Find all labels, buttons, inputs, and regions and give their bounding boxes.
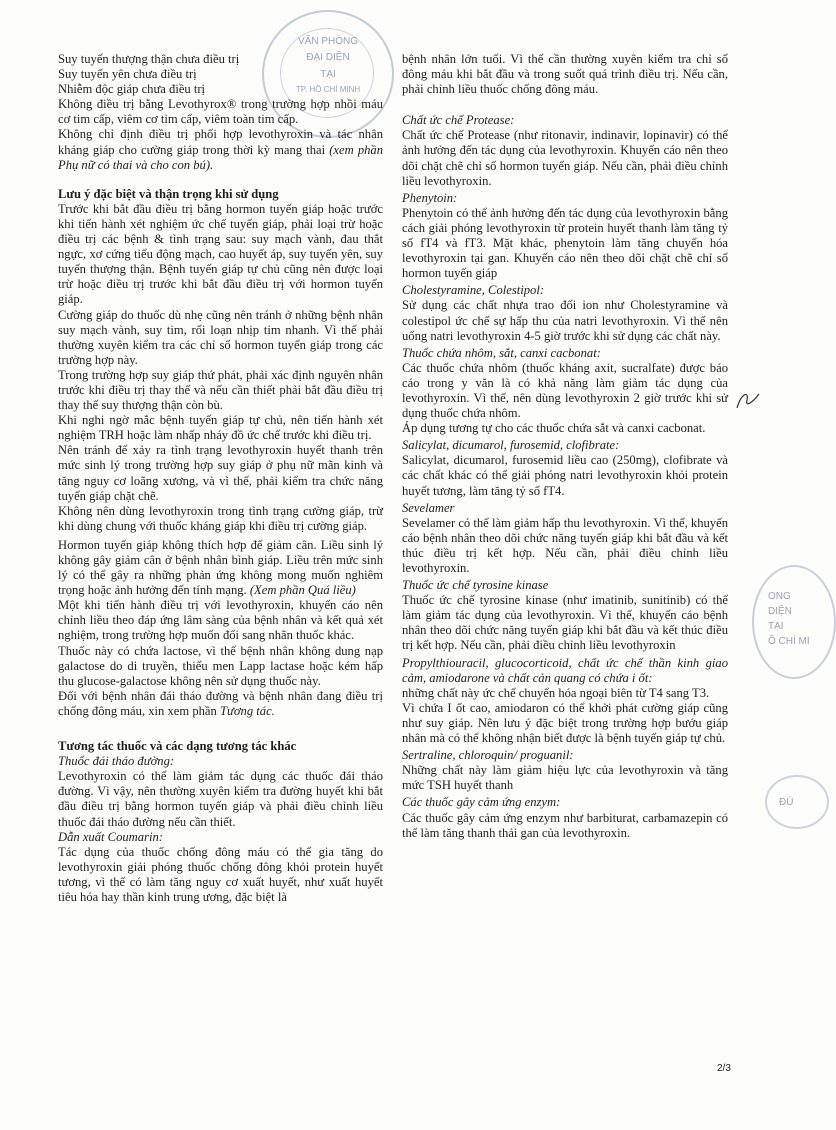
paragraph: Thuốc ức chế tyrosine kinase (như imatinib, sunitinib) có thể làm giảm tác dụng của levothyroxin. Vì thế, khuyến cáo bệnh nhân theo dõi chức năng tuyến giáp khi bắt đầu và kết thúc điều trị kết hợp. Nếu cần, phải điều chỉnh liều levothyroxin [402,593,728,653]
side-stamp-text: ONG [768,591,791,602]
paragraph: bệnh nhân lớn tuổi. Vì thế cần thường xuyên kiểm tra chỉ số đông máu khi bắt đầu và trong suốt quá trình điều trị. Nếu cần, phải chỉnh liều thuốc chống đông máu. [402,52,728,97]
paragraph: Salicylat, dicumarol, furosemid liều cao (250mg), clofibrate và các chất khác có thể giải phóng natri levothyroxin khỏi protein huyết tương, làm tăng tỷ số fT4. [402,453,728,498]
paragraph: Không nên dùng levothyroxin trong tình trạng cường giáp, trừ khi dùng chung với thuốc kháng giáp khi điều trị cường giáp. [58,503,383,533]
paragraph: Thuốc này có chứa lactose, vì thế bệnh nhân không dung nạp galactose do di truyền, thiếu men Lapp lactase hoặc kém hấp thu glucose-galactose không nên sử dụng thuốc này. [58,643,383,688]
subheading: Thuốc ức chế tyrosine kinase [402,578,549,593]
paragraph [58,538,383,598]
paragraph: Trước khi bắt đầu điều trị bằng hormon tuyến giáp hoặc trước khi tiến hành xét nghiệm ức chế tuyến giáp, phải loại trừ hoặc điều trị các bệnh & tình trạng sau: suy mạch vành, đau thắt ngực, xơ cứng tiểu động mạch, cao huyết áp, suy tuyến yên, suy tuyến thượng thận. Bệnh tuyến giáp tự chủ cũng nên được loại trừ hoặc điều trị trước khi bắt đầu điều trị với hormon tuyến giáp. [58,201,383,307]
interactions-heading: Tương tác thuốc và các dạng tương tác khác [58,739,297,754]
paragraph: những chất này ức chế chuyển hóa ngoại biên từ T4 sang T3. [402,685,710,700]
paragraph: Áp dụng tương tự cho các thuốc chứa sắt và canxi cacbonat. [402,421,706,436]
subheading: Sevelamer [402,500,455,515]
intro-line: Suy tuyến yên chưa điều trị [58,67,197,82]
subheading: Cholestyramine, Colestipol: [402,283,545,298]
paragraph: Những chất này làm giảm hiệu lực của levothyroxin và tăng mức TSH huyết thanh [402,763,728,793]
stamp-line: TẠI [320,69,336,80]
left-column [58,52,383,905]
subheading: Thuốc đái tháo đường: [58,754,175,769]
side-stamp [752,565,836,679]
paragraph: Sevelamer có thể làm giảm hấp thu levothyroxin. Vì thế, khuyến cáo bệnh nhân theo dõi chức năng tuyến giáp khi bắt đầu và kết thúc điều trị kết hợp. Nếu cần, phải điều chỉnh liều levothyroxin. [402,515,728,575]
paragraph: Chất ức chế Protease (như ritonavir, indinavir, lopinavir) có thể ảnh hưởng đến tác dụng của levothyroxin. Khuyến cáo nên theo dõi chặt chẽ chỉ số hormon tuyến giáp. Nếu cần, phải điều chỉnh liều levothyroxin. [402,128,728,188]
stamp-line: TP. HỒ CHÍ MINH [295,85,361,94]
subheading: Thuốc chứa nhôm, sắt, canxi cacbonat: [402,345,601,360]
side-stamp-text: TẠI [768,621,784,632]
side-stamp-text: ĐÚ [779,797,794,808]
paragraph: Một khi tiến hành điều trị với levothyroxin, khuyến cáo nên chỉnh liều theo đáp ứng lâm sàng của bệnh nhân và kết quả xét nghiệm, trong trường hợp muốn đổi sang nhãn thuốc khác. [58,598,383,643]
warnings-heading: Lưu ý đặc biệt và thận trọng khi sử dụng [58,186,279,201]
subheading: Propylthiouracil, glucocorticoid, chất ức chế thần kinh giao cảm, amiodarone và chất cản quang có chứa i ốt: [402,655,728,685]
page-number: 2/3 [717,1063,731,1074]
paragraph: Sử dụng các chất nhựa trao đổi ion như Cholestyramine và colestipol ức chế sự hấp thu của natri levothyroxin. Vì thế nên uống natri levothyroxin 4-5 giờ trước khi sử dụng các chất này. [402,298,728,343]
paragraph: Khi nghi ngờ mắc bệnh tuyến giáp tự chủ, nên tiến hành xét nghiệm TRH hoặc làm nhấp nháy đồ ức chế trước khi điều trị. [58,413,383,443]
paragraph: Cường giáp do thuốc dù nhẹ cũng nên tránh ở những bệnh nhân suy mạch vành, suy tim, rối loạn nhịp tim nhanh. Vì thế phải thường xuyên kiểm tra các chỉ số hormon tuyến giáp trong các trường hợp này. [58,307,383,367]
intro-text: Không chỉ định điều trị phối hợp levothyroxin và tác nhân kháng giáp cho cường giáp trong thời kỳ mang thai [58,127,383,157]
paragraph-text: Hormon tuyến giáp không thích hợp để giảm cân. Liều sinh lý không gây giảm cân ở bệnh nhân bình giáp. Liều trên mức sinh lý có thể gây ra những phản ứng không mong muốn nghiêm trọng hoặc ảnh hưởng đến tính mạng. [58,537,383,598]
side-stamp-lower [765,775,829,829]
paragraph: Các thuốc chứa nhôm (thuốc kháng axit, sucralfate) được báo cáo trong y văn là có khả năng làm giảm tác dụng của levothyroxin. Vì thế, nên dùng levothyroxin 2 giờ trước khi sử dụng thuốc chứa nhôm. [402,360,728,421]
paragraph-ref: Tương tác. [216,703,275,718]
stamp-line: ĐẠI DIỆN [306,52,350,63]
intro-line: Nhiễm độc giáp chưa điều trị [58,82,206,97]
subheading: Sertraline, chloroquin/ proguanil: [402,748,574,763]
side-stamp-text: Ồ CHÍ MI [768,636,810,647]
stamp-line: VĂN PHÒNG [297,36,358,47]
intro-ref: (xem phần Phụ nữ có thai và cho con bú). [58,142,384,172]
intro-line: Suy tuyến thượng thận chưa điều trị [58,52,240,66]
intro-line [58,127,383,172]
paragraph: Trong trường hợp suy giáp thứ phát, phải xác định nguyên nhân trước khi điều trị thay thế và nếu cần thiết phải bắt đầu điều trị thay thế suy thượng thận còn bù. [58,367,383,413]
paragraph-text: Đối với bệnh nhân đái tháo đường và bệnh nhân đang điều trị chống đông máu, xin xem phần [58,688,383,718]
paragraph: Vì chứa I ốt cao, amiodaron có thể khởi phát cường giáp cũng như suy giáp. Nên lưu ý đặc biệt trong trường hợp bướu giáp nhân mà có thể không nhận biết được là bệnh tuyến giáp tự chủ. [402,700,728,746]
subheading: Chất ức chế Protease: [402,113,515,128]
intro-line: Không điều trị bằng Levothyrox® trong trường hợp nhồi máu cơ tim cấp, viêm cơ tim cấp, viêm toàn tim cấp. [58,97,383,127]
paragraph: Phenytoin có thể ảnh hưởng đến tác dụng của levothyroxin bằng cách giải phóng levothyroxin từ protein huyết thanh làm tăng tỷ số fT4 và fT3. Mặt khác, phenytoin làm tăng chuyển hóa levothyroxin tại gan. Khuyến cáo nên theo dõi chặt chẽ chỉ số hormon tuyến giáp [402,205,728,281]
paragraph: Nên tránh để xảy ra tình trạng levothyroxin huyết thanh trên mức sinh lý trong trường hợp suy giáp ở phụ nữ mãn kinh và tăng nguy cơ loãng xương, và vì thế, phải kiểm tra chức năng tuyến giáp chặt chẽ. [58,443,383,503]
paragraph: Tác dụng của thuốc chống đông máu có thể gia tăng do levothyroxin giải phóng thuốc chống đông khỏi protein huyết tương, vì thế có làm tăng nguy cơ xuất huyết, như xuất huyết tiêu hóa hay thần kinh trung ương, đặc biệt là [58,844,383,904]
subheading: Các thuốc gây cảm ứng enzym: [402,795,561,810]
signature-mark [733,388,763,414]
subheading: Salicylat, dicumarol, furosemid, clofibrate: [402,438,620,453]
right-column [402,52,728,841]
paragraph: Levothyroxin có thể làm giảm tác dụng các thuốc đái tháo đường. Vì vậy, nên thường xuyên kiểm tra đường huyết khi bắt đầu điều trị bằng hormon tuyến giáp và phải điều chỉnh liều thuốc đái tháo đường nếu cần thiết. [58,769,383,829]
subheading: Dẫn xuất Coumarin: [58,829,163,844]
subheading: Phenytoin: [402,190,458,205]
paragraph [58,689,383,719]
paragraph-ref: (Xem phần Quá liều) [246,583,356,598]
paragraph: Các thuốc gây cảm ứng enzym như barbiturat, carbamazepin có thể làm tăng thanh thải gan của levothyroxin. [402,810,728,840]
side-stamp-text: DIỆN [768,606,792,617]
